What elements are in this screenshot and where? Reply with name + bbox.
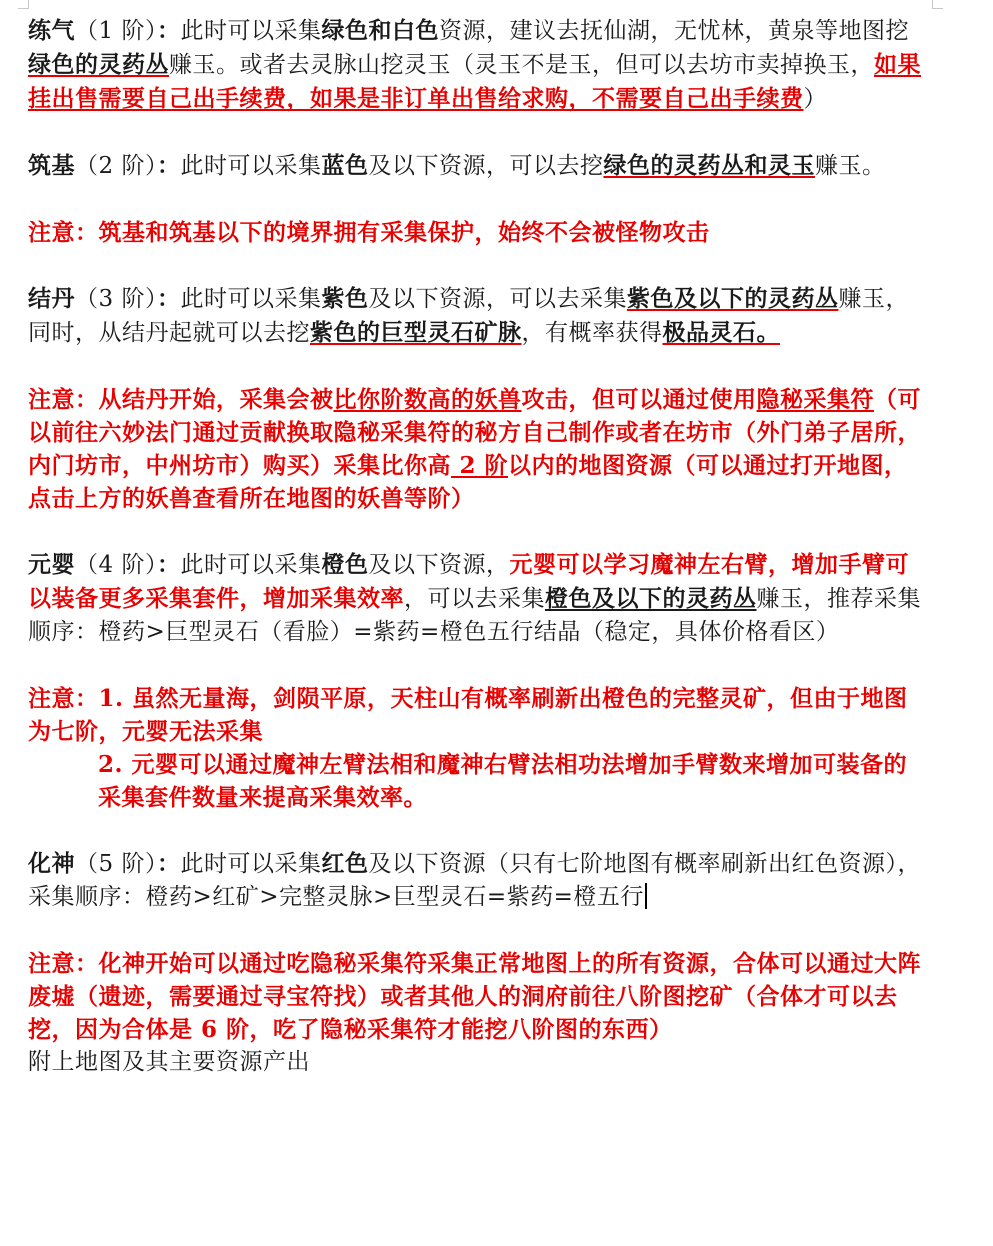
note-line-2: 2. 元婴可以通过魔神左臂法相和魔神右臂法相功法增加手臂数来增加可装备的采集套件数量来提高采集效率。 [98,751,908,811]
stage-colon: ： [156,17,181,44]
underlined-resource: 绿色的灵药丛 [28,51,169,78]
text-run: （可以前往六妙法门通过贡献换取隐秘采集符的秘方自己制作或者在坊市（外门弟子居所，内门坊市，中州坊市）购买）采集比你高 [28,386,921,479]
text-run: 及以下资源， [368,552,510,578]
text-run: 及以下资源，可以去挖 [368,153,604,179]
paragraph-huashen [28,847,923,914]
underlined-resource: 紫色的巨型灵石矿脉 [310,319,522,346]
text-run: 此时可以采集 [180,286,322,312]
stage-tier: （1 阶） [75,18,157,44]
note-zhuji-protection: 注意：筑基和筑基以下的境界拥有采集保护，始终不会被怪物攻击 [28,219,710,246]
text-run: 注意：从结丹开始，采集会被 [28,386,334,413]
stage-title: 化神 [28,850,75,877]
stage-title: 元婴 [28,551,75,578]
footer-line: 附上地图及其主要资源产出 [28,1049,310,1075]
stage-title: 筑基 [28,152,75,179]
resource-color-highlight: 紫色 [321,285,369,312]
text-run: 及以下资源，可以去采集 [368,286,627,312]
page-corner-mark-left [18,0,29,9]
page-corner-mark-right [932,0,943,9]
text-run: 以内的地图资源（可以通过打开地图，点击上方的妖兽查看所在地图的妖兽等阶） [28,452,908,512]
underlined-note: 隐秘采集符 [756,386,874,413]
stage-colon: ： [156,152,181,179]
text-run: ，有概率获得 [521,320,663,346]
text-run: 此时可以采集 [180,18,322,44]
stage-tier: （4 阶） [75,552,157,578]
text-run: 赚玉。 [814,153,886,179]
stage-tier: （2 阶） [75,153,157,179]
note-huashen: 注意：化神开始可以通过吃隐秘采集符采集正常地图上的所有资源，合体可以通过大阵废墟（遗迹，需要通过寻宝符找）或者其他人的洞府前往八阶图挖矿（合体才可以去挖，因为合体是 6 阶，吃了隐秘采集符才能挖八阶图的东西） [28,950,921,1043]
text-run: 赚玉，同时，从结丹起就可以去挖 [28,286,909,346]
paragraph-yuanying [28,548,923,649]
text-cursor[interactable] [645,883,647,909]
underlined-note: 比你阶数高的妖兽 [333,386,522,413]
stage-colon: ： [156,850,181,877]
note-line-1: 注意：1. 虽然无量海，剑陨平原，天柱山有概率刷新出橙色的完整灵矿，但由于地图为七阶，元婴无法采集 [28,685,908,745]
resource-color-highlight: 红色 [321,850,369,877]
text-run: 及以下资源（只有七阶地图有概率刷新出红色资源），采集顺序：橙药>红矿>完整灵脉>巨型灵石=紫药=橙五行 [28,851,921,910]
paragraph-jiedan [28,282,923,350]
red-note-underlined: 如果挂出售需要自己出手续费，如果是非订单出售给求购，不需要自己出手续费 [28,51,921,112]
paragraph-lianqi [28,14,923,116]
paragraph-zhuji [28,149,923,183]
underlined-resource: 橙色及以下的灵药丛 [545,585,757,612]
underlined-note: 2 阶 [451,452,509,479]
resource-color-highlight: 橙色 [321,551,369,578]
stage-tier: （5 阶） [75,851,157,877]
note-jiedan [28,383,923,515]
stage-colon: ： [156,551,181,578]
underlined-resource: 紫色及以下的灵药丛 [626,285,839,312]
red-note-inline: 元婴可以学习魔神左右臂，增加手臂可以装备更多采集套件，增加采集效率 [28,551,909,612]
text-run: ） [803,86,827,112]
text-run: 此时可以采集 [180,552,322,578]
text-run: 此时可以采集 [180,851,322,877]
stage-title: 练气 [28,17,75,44]
stage-tier: （3 阶） [75,286,157,312]
document-body [28,14,923,1079]
underlined-resource: 极品灵石。 [662,319,780,346]
text-run: 资源，建议去抚仙湖，无忧林，黄泉等地图挖 [438,18,909,44]
text-run: 赚玉。或者去灵脉山挖灵玉（灵玉不是玉，但可以去坊市卖掉换玉， [169,52,874,78]
text-run: 赚玉，推荐采集顺序：橙药>巨型灵石（看脸）=紫药=橙色五行结晶（稳定，具体价格看区） [28,586,921,645]
text-run: ，可以去采集 [404,586,545,612]
note-yuanying [28,682,923,814]
resource-color-highlight: 蓝色 [321,152,369,179]
text-run: 此时可以采集 [180,153,322,179]
stage-title: 结丹 [28,285,75,312]
underlined-resource: 绿色的灵药丛和灵玉 [603,152,815,179]
stage-colon: ： [156,285,181,312]
resource-color-highlight: 绿色和白色 [321,17,439,44]
text-run: 攻击，但可以通过使用 [521,386,757,413]
